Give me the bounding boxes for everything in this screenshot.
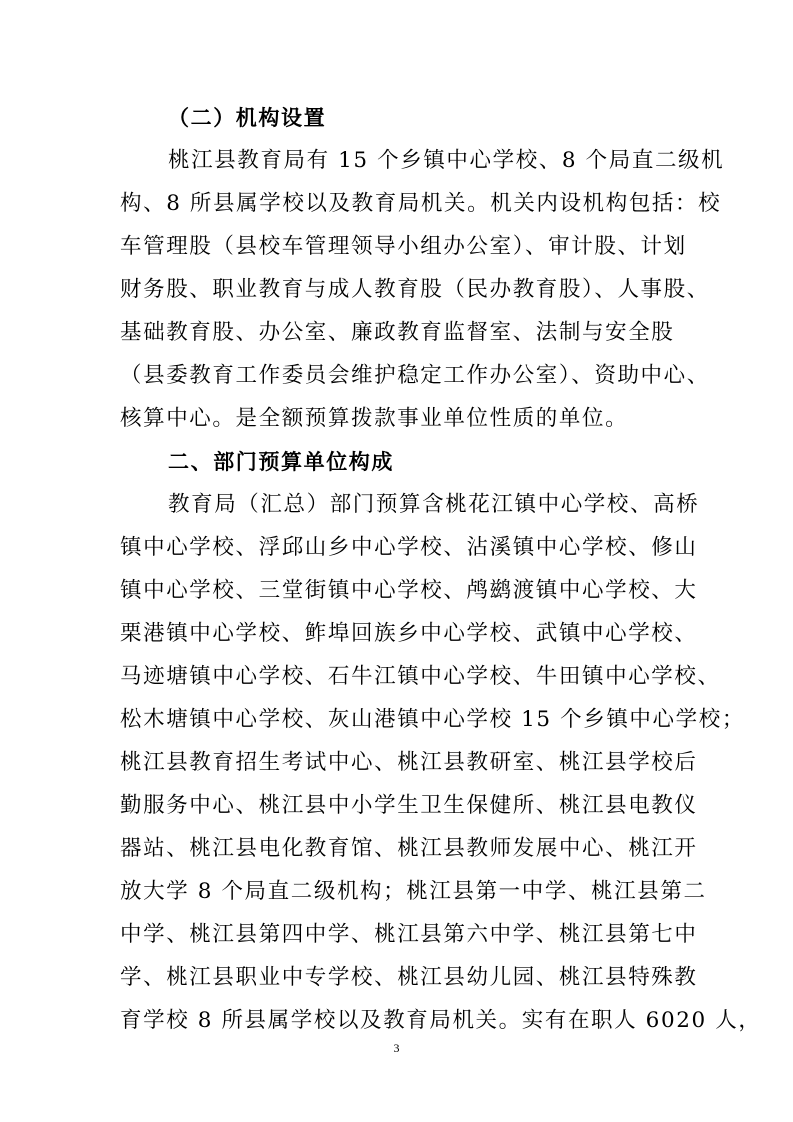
section-heading-organization: （二）机构设置	[168, 106, 327, 130]
paragraph-line: 桃江县教育局有 15 个乡镇中心学校、8 个局直二级机	[168, 148, 725, 173]
paragraph-line: 马迹塘镇中心学校、石牛江镇中心学校、牛田镇中心学校、	[120, 664, 721, 689]
paragraph-line: 勤服务中心、桃江县中小学生卫生保健所、桃江县电教仪	[120, 793, 698, 818]
paragraph-line: 构、8 所县属学校以及教育局机关。机关内设机构包括：校	[120, 191, 722, 216]
paragraph-line: 镇中心学校、三堂街镇中心学校、鸬鹚渡镇中心学校、大	[120, 578, 698, 603]
paragraph-line: 学、桃江县职业中专学校、桃江县幼儿园、桃江县特殊教	[120, 965, 698, 990]
paragraph-line: 育学校 8 所县属学校以及教育局机关。实有在职人 6020 人，	[120, 1008, 762, 1033]
paragraph-line: 车管理股（县校车管理领导小组办公室）、审计股、计划	[120, 234, 687, 259]
paragraph-line: 松木塘镇中心学校、灰山港镇中心学校 15 个乡镇中心学校；	[120, 707, 745, 732]
paragraph-line: 栗港镇中心学校、鲊埠回族乡中心学校、武镇中心学校、	[120, 621, 698, 646]
paragraph-line: （县委教育工作委员会维护稳定工作办公室）、资助中心、	[120, 363, 710, 388]
paragraph-line: 财务股、职业教育与成人教育股（民办教育股）、人事股、	[120, 277, 710, 302]
paragraph-line: 放大学 8 个局直二级机构；桃江县第一中学、桃江县第二	[120, 879, 707, 904]
paragraph-line: 基础教育股、办公室、廉政教育监督室、法制与安全股	[120, 320, 675, 345]
paragraph-line: 教育局（汇总）部门预算含桃花江镇中心学校、高桥	[168, 492, 700, 517]
paragraph-line: 桃江县教育招生考试中心、桃江县教研室、桃江县学校后	[120, 750, 698, 775]
paragraph-line: 镇中心学校、浮邱山乡中心学校、沾溪镇中心学校、修山	[120, 535, 698, 560]
section-heading-budget-units: 二、部门预算单位构成	[168, 450, 394, 474]
paragraph-line: 器站、桃江县电化教育馆、桃江县教师发展中心、桃江开	[120, 836, 698, 861]
paragraph-line: 中学、桃江县第四中学、桃江县第六中学、桃江县第七中	[120, 922, 698, 947]
page-number: 3	[393, 1041, 400, 1055]
paragraph-line: 核算中心。是全额预算拨款事业单位性质的单位。	[120, 406, 629, 431]
